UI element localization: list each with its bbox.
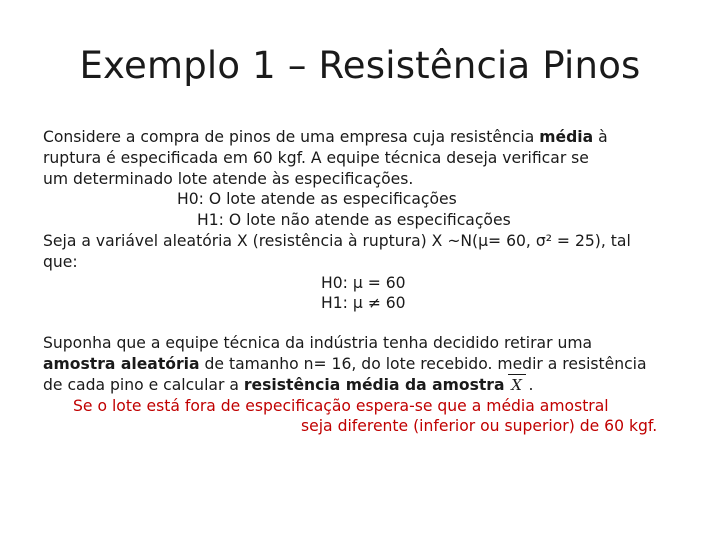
x-bar-symbol [505,375,529,396]
bold-text: média [539,128,594,146]
spacer [43,314,693,333]
text-run: de tamanho n= 16, do lote recebido. medir a resistência [199,354,647,373]
bold-text: amostra aleatória [43,354,200,373]
paragraph-3-line-3 [43,375,693,396]
overline [508,374,526,375]
paragraph-3-line-2 [43,354,693,375]
text-run: . [528,375,534,394]
hypothesis-h0: H0: O lote atende as especificações [177,190,457,209]
slide-title: Exemplo 1 – Resistência Pinos [79,44,641,87]
bold-text: resistência média da amostra [243,375,505,394]
paragraph-3-line-1: Suponha que a equipe técnica da indústria tenha decidido retirar uma [43,334,593,353]
note-line-1: Se o lote está fora de especificação espera-se que a média amostral [73,396,609,415]
paragraph-2-line-1: Seja a variável aleatória X (resistência à ruptura) X ~N(µ= 60, σ² = 25), tal [43,231,631,250]
hypothesis-h0-mu: H0: µ = 60 [321,273,406,292]
text-run: à [593,128,608,146]
text-run: de cada pino e calcular a [43,375,244,394]
paragraph-1-line-3: um determinado lote atende às especificações. [43,169,414,188]
paragraph-1-line-2: ruptura é especificada em 60 kgf. A equipe técnica deseja verificar se [43,148,589,167]
hypothesis-h1-mu: H1: µ ≠ 60 [321,294,406,313]
slide-body [43,127,693,437]
paragraph-1-line-1 [43,127,693,148]
hypothesis-h1: H1: O lote não atende as especificações [197,211,511,230]
text-run: Considere a compra de pinos de uma empresa cuja resistência [43,128,540,146]
x-symbol: X [511,375,522,394]
paragraph-2-line-2: que: [43,252,78,271]
note-line-2: seja diferente (inferior ou superior) de 60 kgf. [301,417,658,436]
